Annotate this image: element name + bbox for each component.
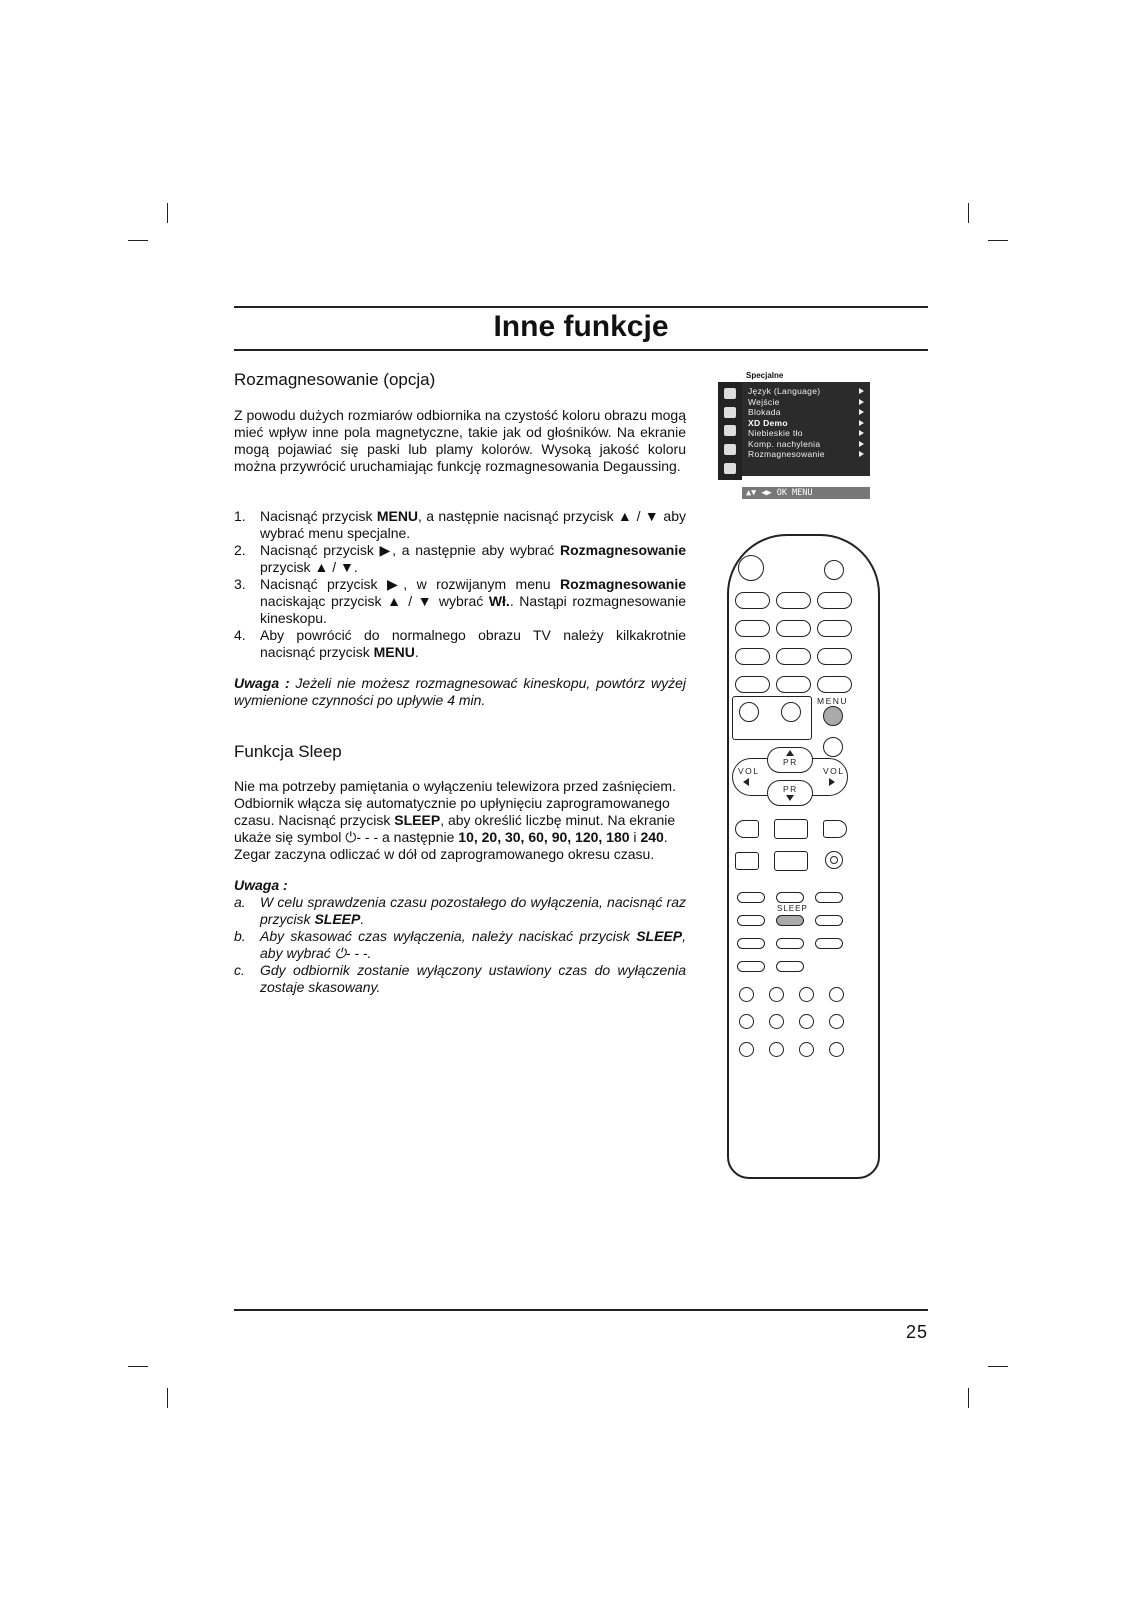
sleep-text: Nie ma potrzeby pamiętania o wyłączeniu telewizora przed zaśnięciem. Odbiornik włącza się automatycznie po upłynięciu zaprogramowanego czasu. Nacisnąć przycisk: [234, 778, 676, 828]
note-text: , aby wybrać ⏻- - -.: [260, 928, 686, 961]
crop-mark: [128, 240, 148, 241]
remote-button: [774, 851, 808, 871]
page-number: 25: [905, 1322, 928, 1342]
remote-button: [817, 620, 852, 637]
crop-mark: [988, 240, 1008, 241]
remote-button: [817, 676, 852, 693]
sleep-heading: Funkcja Sleep: [234, 742, 342, 761]
remote-button: [735, 648, 770, 665]
step-key: Wł.: [488, 593, 510, 609]
step-text: Nacisnąć przycisk: [260, 508, 377, 524]
remote-button: [815, 892, 843, 903]
sound-icon: [724, 425, 736, 436]
remote-button: [776, 648, 811, 665]
remote-button: [776, 620, 811, 637]
channel-icon: [724, 388, 736, 399]
remote-button: [817, 592, 852, 609]
sleep-body: [234, 778, 686, 863]
note-letter: a.: [234, 894, 246, 910]
picture-icon: [724, 407, 736, 418]
remote-button: [739, 1042, 754, 1057]
step-key: MENU: [373, 644, 415, 660]
crop-mark: [128, 1366, 148, 1367]
remote-button: [815, 915, 843, 926]
remote-button: [823, 820, 847, 838]
note-key: SLEEP: [314, 911, 361, 927]
sleep-values: 10, 20, 30, 60, 90, 120, 180: [458, 829, 630, 845]
note-item: [234, 962, 686, 996]
osd-menu-item: Rozmagnesowanie: [742, 449, 870, 460]
remote-button: [737, 938, 765, 949]
remote-control: [727, 534, 880, 1179]
degauss-heading: Rozmagnesowanie (opcja): [234, 370, 436, 389]
step-text: , a następnie nacisnąć przycisk ▲ / ▼ aby wybrać menu specjalne.: [260, 508, 686, 541]
arrow-up-icon: [786, 750, 794, 756]
osd-menu-item: Język (Language): [742, 386, 870, 397]
vol-label: VOL: [738, 766, 760, 776]
remote-button: [735, 592, 770, 609]
ok-button: [823, 737, 843, 757]
step-number: 3.: [234, 576, 246, 592]
remote-button: [815, 938, 843, 949]
osd-footer: ▲▼ ◀▶ OK MENU: [742, 487, 870, 499]
step-number: 2.: [234, 542, 246, 558]
step-text: Nacisnąć przycisk ▶, a następnie aby wybrać: [260, 542, 560, 558]
sleep-notes: [234, 877, 686, 996]
note-text: Aby skasować czas wyłączenia, należy naciskać przycisk: [260, 928, 637, 944]
remote-button: [776, 938, 804, 949]
remote-button: [817, 648, 852, 665]
step-item: [234, 508, 686, 542]
step-text: Aby powrócić do normalnego obrazu TV należy kilkakrotnie nacisnąć przycisk: [260, 627, 686, 660]
remote-button: [829, 1014, 844, 1029]
osd-menu-list: [742, 382, 870, 476]
remote-button: [735, 676, 770, 693]
top-rule: [234, 306, 928, 308]
step-text: przycisk ▲ / ▼.: [260, 559, 358, 575]
step-text: . Nastąpi rozmagnesowanie kineskopu.: [260, 593, 686, 626]
note-item: [234, 928, 686, 962]
note-key: SLEEP: [636, 928, 683, 944]
step-key: Rozmagnesowanie: [559, 542, 686, 558]
osd-menu-item-selected: XD Demo: [742, 418, 870, 429]
note-letter: b.: [234, 928, 246, 944]
degauss-intro: [234, 407, 686, 475]
remote-button: [781, 702, 801, 722]
osd-menu-item: Niebieskie tło: [742, 428, 870, 439]
sleep-label: SLEEP: [777, 904, 808, 913]
remote-button: [735, 820, 759, 838]
sleep-button: [776, 915, 804, 926]
crop-mark: [988, 1366, 1008, 1367]
step-item: [234, 627, 686, 661]
arrow-right-icon: [829, 778, 835, 786]
remote-button: [799, 1042, 814, 1057]
degauss-note: [234, 675, 686, 709]
remote-button: [776, 892, 804, 903]
sleep-text: , aby określić liczbę minut. Na ekranie ukaże się symbol ⏻- - - a następnie: [234, 812, 676, 845]
title-rule: [234, 349, 928, 351]
menu-button: [823, 706, 843, 726]
mute-button: [824, 560, 844, 580]
remote-button: [739, 987, 754, 1002]
pr-label: PR: [783, 757, 798, 767]
step-number: 1.: [234, 508, 246, 524]
remote-button: [737, 892, 765, 903]
remote-button: [737, 961, 765, 972]
page-title: Inne funkcje: [493, 310, 669, 343]
step-text: naciskając przycisk ▲ / ▼ wybrać: [260, 593, 489, 609]
remote-button: [829, 1042, 844, 1057]
step-key: MENU: [376, 508, 419, 524]
note-text: .: [360, 911, 365, 927]
remote-button: [769, 1014, 784, 1029]
remote-button: [830, 856, 838, 864]
degauss-steps: [234, 508, 686, 661]
special-icon: [724, 463, 736, 474]
bottom-rule: [234, 1309, 928, 1311]
remote-button: [769, 1042, 784, 1057]
pr-label: PR: [783, 784, 798, 794]
remote-button: [737, 915, 765, 926]
step-number: 4.: [234, 627, 246, 643]
note-text: W celu sprawdzenia czasu pozostałego do wyłączenia, nacisnąć raz przycisk: [260, 894, 686, 927]
remote-button: [829, 987, 844, 1002]
crop-mark: [167, 203, 168, 223]
step-text: .: [414, 644, 419, 660]
osd-menu-item: Wejście: [742, 397, 870, 408]
crop-mark: [968, 1388, 969, 1408]
remote-button: [735, 852, 759, 870]
note-label: Uwaga :: [234, 877, 288, 893]
remote-button: [769, 987, 784, 1002]
sleep-text: . Zegar zaczyna odliczać w dół od zaprogramowanego okresu czasu.: [234, 829, 668, 862]
note-letter: c.: [234, 962, 245, 978]
osd-menu-item: Komp. nachylenia: [742, 439, 870, 450]
osd-menu-item: Blokada: [742, 407, 870, 418]
remote-button: [739, 702, 759, 722]
remote-button: [774, 819, 808, 839]
menu-label: MENU: [817, 696, 849, 706]
sleep-values: 240: [640, 829, 664, 845]
remote-button: [776, 961, 804, 972]
step-item: [234, 542, 686, 576]
step-text: Nacisnąć przycisk ▶, w rozwijanym menu: [260, 576, 560, 592]
vol-label: VOL: [823, 766, 845, 776]
osd-icon-column: [718, 382, 742, 480]
remote-button: [799, 1014, 814, 1029]
note-item: [234, 894, 686, 928]
note-text: Gdy odbiornik zostanie wyłączony ustawiony czas do wyłączenia zostaje skasowany.: [260, 962, 686, 995]
crop-mark: [968, 203, 969, 223]
note-label: Uwaga :: [234, 675, 290, 691]
step-key: Rozmagnesowanie: [559, 576, 686, 592]
remote-button: [739, 1014, 754, 1029]
arrow-left-icon: [743, 778, 749, 786]
note-text: Jeżeli nie możesz rozmagnesować kineskopu, powtórz wyżej wymienione czynności po upływie 4 min.: [234, 675, 686, 708]
crop-mark: [167, 1388, 168, 1408]
time-icon: [724, 444, 736, 455]
step-item: [234, 576, 686, 627]
osd-menu: [718, 370, 878, 498]
degauss-intro-text: Z powodu dużych rozmiarów odbiornika na czystość koloru obrazu mogą mieć wpływ inne pola magnetyczne, takie jak od głośników. Na ekranie mogą pojawiać się paski lub plamy kolorów. Wysoką jakość koloru można przywrócić uruchamiając funkcję rozmagnesowania Degaussing.: [234, 407, 686, 474]
remote-button: [776, 676, 811, 693]
remote-button: [735, 620, 770, 637]
remote-button: [776, 592, 811, 609]
power-button: [738, 555, 764, 581]
arrow-down-icon: [786, 795, 794, 801]
sleep-key: SLEEP: [394, 812, 441, 828]
osd-title: Specjalne: [746, 371, 784, 380]
remote-button: [799, 987, 814, 1002]
sleep-text: i: [629, 829, 641, 845]
